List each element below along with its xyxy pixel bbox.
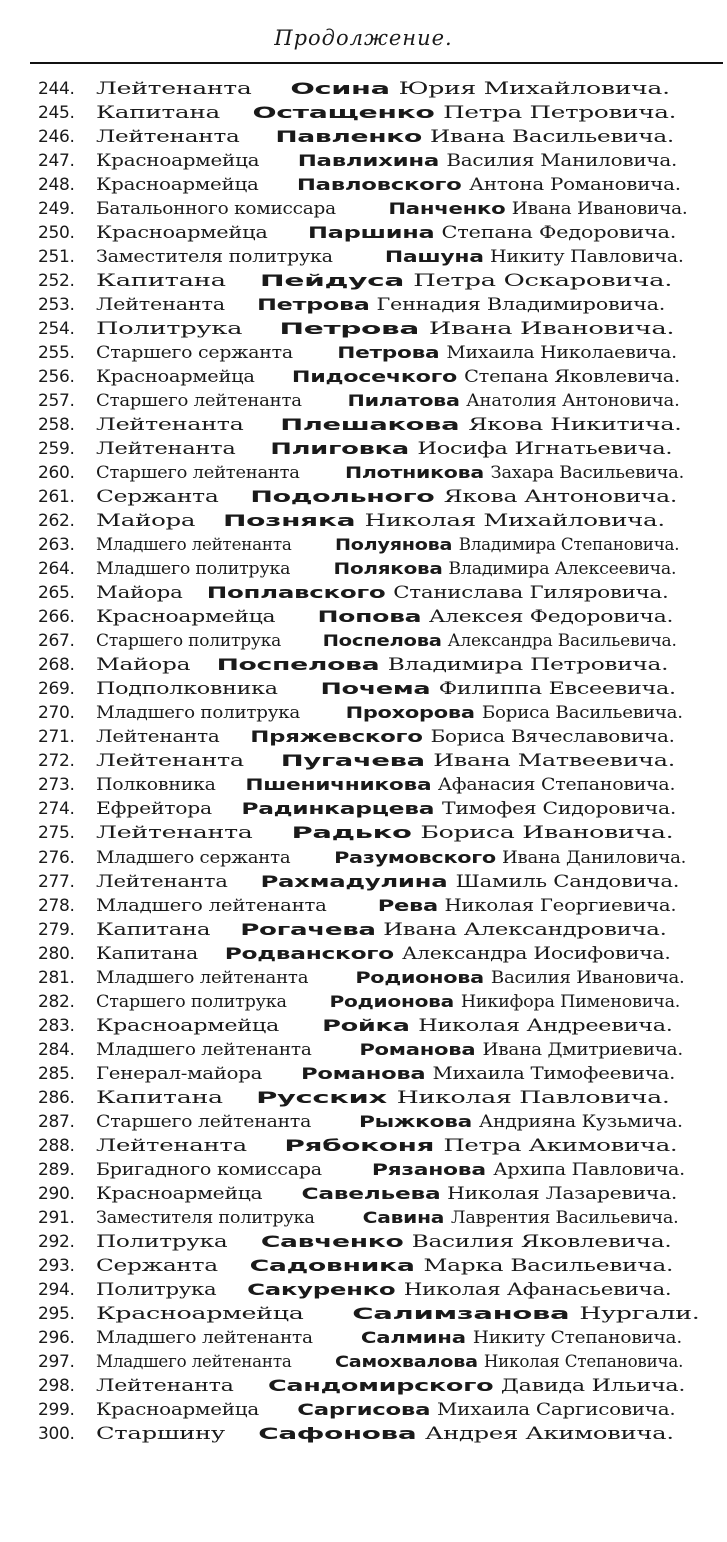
entry-surname: Пилатова (347, 391, 460, 411)
entry-given-names: Владимира Степановича. (458, 535, 680, 555)
entry-surname: Поспелова (216, 655, 380, 675)
entry-rank: Подполковника (96, 679, 278, 699)
entry-number: 298. (38, 1375, 75, 1396)
entry-rank: Младшего лейтенанта (96, 967, 309, 987)
awardee-list (38, 77, 727, 1446)
entry-given-names: Якова Никитича. (467, 415, 682, 435)
entry-given-names: Алексея Федоровича. (429, 607, 674, 627)
entry-rank: Старшину (96, 1423, 225, 1443)
entry-rank: Политрука (96, 319, 243, 339)
entry-number: 275. (38, 823, 75, 844)
list-item (38, 1086, 727, 1110)
entry-number: 294. (38, 1279, 75, 1300)
entry-number: 252. (38, 271, 75, 292)
entry-number: 280. (38, 943, 75, 964)
entry-surname: Пидосечкого (291, 367, 457, 387)
entry-given-names: Николая Лазаревича. (447, 1183, 678, 1203)
entry-rank: Лейтенанта (96, 439, 236, 459)
entry-surname: Пейдуса (259, 271, 405, 291)
list-item (38, 773, 727, 797)
list-item (38, 677, 727, 701)
entry-number: 272. (38, 751, 75, 772)
entry-given-names: Марка Васильевича. (423, 1255, 673, 1275)
entry-number: 286. (38, 1087, 75, 1108)
entry-rank: Капитана (96, 103, 220, 123)
list-item (38, 77, 727, 101)
entry-surname: Павловского (296, 175, 462, 195)
entry-surname: Садовника (249, 1255, 415, 1275)
entry-rank: Политрука (96, 1279, 217, 1299)
entry-surname: Поплавского (206, 583, 386, 603)
list-item (38, 317, 727, 341)
entry-surname: Сафонова (258, 1423, 417, 1443)
entry-number: 267. (38, 631, 75, 652)
list-item (38, 1134, 727, 1158)
entry-number: 260. (38, 463, 75, 484)
list-item (38, 966, 727, 990)
entry-given-names: Николая Афанасьевича. (403, 1279, 671, 1299)
entry-number: 251. (38, 247, 75, 268)
entry-rank: Лейтенанта (96, 1135, 247, 1155)
entry-given-names: Степана Яковлевича. (464, 367, 681, 387)
entry-rank: Лейтенанта (96, 79, 252, 98)
list-item (38, 1374, 727, 1398)
entry-given-names: Николая Степановича. (483, 1351, 684, 1371)
entry-rank: Майора (96, 583, 183, 603)
list-item (38, 1110, 727, 1134)
entry-number: 296. (38, 1327, 75, 1348)
list-item (38, 894, 727, 918)
entry-given-names: Анатолия Антоновича. (466, 391, 680, 411)
list-item (38, 173, 727, 197)
entry-surname: Салимзанова (352, 1303, 570, 1323)
page-title: Продолжение. (274, 26, 453, 50)
entry-surname: Салмина (360, 1327, 466, 1347)
entry-rank: Лейтенанта (96, 727, 220, 747)
entry-number: 264. (38, 559, 75, 580)
list-item (38, 197, 727, 221)
entry-surname: Петрова (256, 295, 370, 315)
list-item (38, 1398, 727, 1422)
entry-number: 293. (38, 1255, 75, 1276)
entry-surname: Рябоконя (284, 1135, 435, 1155)
entry-surname: Рыжкова (359, 1111, 472, 1131)
entry-rank: Красноармейца (96, 223, 268, 243)
list-item (38, 389, 727, 413)
entry-given-names: Тимофея Сидоровича. (441, 799, 676, 819)
entry-surname: Попова (317, 607, 422, 627)
entry-number: 254. (38, 319, 75, 340)
entry-given-names: Давида Ильича. (501, 1375, 686, 1395)
entry-given-names: Михаила Тимофеевича. (432, 1063, 676, 1083)
list-item (38, 221, 727, 245)
entry-given-names: Архипа Павловича. (492, 1159, 685, 1179)
entry-surname: Родванского (224, 943, 394, 963)
list-item (38, 1182, 727, 1206)
entry-rank: Младшего сержанта (96, 847, 291, 867)
entry-rank: Капитана (96, 919, 211, 939)
list-item (38, 942, 727, 966)
entry-number: 285. (38, 1063, 75, 1084)
entry-rank: Генерал-майора (96, 1063, 263, 1083)
entry-given-names: Ивана Александровича. (384, 919, 668, 939)
entry-given-names: Ивана Ивановича. (512, 199, 688, 219)
entry-number: 278. (38, 895, 75, 916)
entry-number: 269. (38, 679, 75, 700)
list-item (38, 1230, 727, 1254)
entry-given-names: Николая Михайловича. (364, 511, 665, 531)
entry-number: 274. (38, 799, 75, 820)
entry-given-names: Петра Оскаровича. (413, 271, 673, 291)
entry-number: 300. (38, 1423, 75, 1444)
list-item (38, 1326, 727, 1350)
list-item (38, 1206, 727, 1230)
entry-given-names: Василия Яковлевича. (411, 1231, 672, 1251)
entry-rank: Красноармейца (96, 1303, 304, 1323)
entry-given-names: Владимира Петровича. (387, 655, 669, 675)
list-item (38, 101, 727, 125)
entry-number: 259. (38, 439, 75, 460)
entry-number: 263. (38, 535, 75, 556)
list-item (38, 413, 727, 437)
list-item (38, 1038, 727, 1062)
entry-surname: Петрова (337, 343, 440, 363)
entry-surname: Панченко (388, 199, 506, 219)
entry-number: 265. (38, 583, 75, 604)
entry-number: 299. (38, 1399, 75, 1420)
list-item (38, 725, 727, 749)
entry-given-names: Афанасия Степановича. (438, 775, 676, 795)
entry-rank: Красноармейца (96, 175, 259, 195)
entry-surname: Плиговка (270, 439, 409, 459)
entry-rank: Старшего лейтенанта (96, 463, 300, 483)
list-item (38, 846, 727, 870)
entry-rank: Майора (96, 511, 196, 531)
entry-rank: Заместителя политрука (96, 247, 333, 267)
entry-surname: Сакуренко (247, 1279, 396, 1299)
entry-rank: Старшего политрука (96, 631, 282, 651)
entry-rank: Полковника (96, 775, 216, 795)
entry-given-names: Александра Иосифовича. (401, 943, 670, 963)
entry-given-names: Ивана Дмитриевича. (482, 1039, 683, 1059)
entry-rank: Ефрейтора (96, 799, 212, 819)
entry-given-names: Владимира Алексеевича. (448, 559, 677, 579)
entry-number: 256. (38, 367, 75, 388)
entry-number: 277. (38, 871, 75, 892)
entry-given-names: Никиту Степановича. (472, 1327, 682, 1347)
entry-rank: Красноармейца (96, 367, 255, 387)
entry-surname: Пашуна (384, 247, 484, 267)
list-item (38, 797, 727, 821)
entry-surname: Рязанова (371, 1159, 486, 1179)
entry-surname: Пшеничникова (245, 775, 432, 795)
entry-rank: Лейтенанта (96, 1375, 234, 1395)
entry-given-names: Петра Акимовича. (442, 1135, 677, 1155)
entry-number: 255. (38, 343, 75, 364)
entry-surname: Полякова (333, 559, 443, 579)
entry-given-names: Лаврентия Васильевича. (450, 1207, 679, 1227)
entry-number: 295. (38, 1303, 75, 1324)
entry-number: 297. (38, 1351, 75, 1372)
entry-surname: Рахмадулина (260, 871, 448, 891)
entry-given-names: Захара Васильевича. (490, 463, 684, 483)
entry-surname: Поспелова (322, 631, 442, 651)
entry-rank: Сержанта (96, 487, 219, 507)
entry-given-names: Ивана Васильевича. (430, 127, 675, 147)
entry-surname: Савина (362, 1207, 445, 1227)
entry-given-names: Якова Антоновича. (442, 487, 677, 507)
entry-surname: Осина (290, 79, 390, 98)
entry-number: 261. (38, 487, 75, 508)
entry-surname: Плотникова (345, 463, 484, 483)
list-item (38, 653, 727, 677)
entry-number: 262. (38, 511, 75, 532)
entry-surname: Остащенко (252, 103, 435, 123)
entry-given-names: Николая Андреевича. (417, 1015, 673, 1035)
entry-surname: Родионова (329, 991, 454, 1011)
list-item (38, 701, 727, 725)
entry-given-names: Бориса Вячеславовича. (429, 727, 674, 747)
entry-rank: Лейтенанта (96, 415, 244, 435)
entry-rank: Старшего лейтенанта (96, 1111, 312, 1131)
entry-rank: Младшего политрука (96, 559, 291, 579)
list-item (38, 918, 727, 942)
entry-surname: Савельева (301, 1183, 441, 1203)
list-item (38, 365, 727, 389)
entry-surname: Радько (291, 823, 412, 843)
entry-number: 279. (38, 919, 75, 940)
entry-surname: Самохвалова (334, 1351, 478, 1371)
entry-number: 253. (38, 295, 75, 316)
entry-rank: Красноармейца (96, 1015, 280, 1035)
entry-given-names: Юрия Михайловича. (398, 79, 671, 98)
entry-rank: Лейтенанта (96, 823, 253, 843)
entry-rank: Младшего лейтенанта (96, 535, 292, 555)
entry-surname: Сандомирского (268, 1375, 494, 1395)
entry-surname: Савченко (260, 1231, 404, 1251)
list-item (38, 461, 727, 485)
entry-number: 245. (38, 103, 75, 124)
entry-surname: Русских (256, 1087, 387, 1107)
entry-given-names: Василия Маниловича. (446, 151, 677, 171)
list-item (38, 485, 727, 509)
entry-rank: Младшего политрука (96, 703, 301, 723)
list-item (38, 533, 727, 557)
entry-surname: Саргисова (297, 1399, 431, 1419)
entry-number: 247. (38, 151, 75, 172)
list-item (38, 437, 727, 461)
entry-given-names: Ивана Даниловича. (502, 847, 687, 867)
entry-given-names: Михаила Саргисовича. (437, 1399, 676, 1419)
entry-number: 288. (38, 1135, 75, 1156)
entry-rank: Лейтенанта (96, 751, 244, 771)
list-item (38, 749, 727, 773)
entry-given-names: Ивана Ивановича. (428, 319, 674, 339)
entry-number: 266. (38, 607, 75, 628)
entry-given-names: Филиппа Евсеевича. (438, 679, 676, 699)
list-item (38, 1302, 727, 1326)
entry-surname: Пугачева (280, 751, 425, 771)
entry-given-names: Станислава Гиляровича. (393, 583, 669, 603)
entry-number: 284. (38, 1039, 75, 1060)
entry-given-names: Андрияна Кузьмича. (478, 1111, 683, 1131)
list-item (38, 821, 727, 845)
list-item (38, 870, 727, 894)
entry-number: 276. (38, 847, 75, 868)
entry-surname: Рогачева (240, 919, 376, 939)
entry-surname: Радинкарцева (241, 799, 435, 819)
entry-given-names: Петра Петровича. (443, 103, 677, 123)
entry-given-names: Степана Федоровича. (442, 223, 677, 243)
entry-surname: Петрова (279, 319, 419, 339)
entry-rank: Младшего лейтенанта (96, 1327, 313, 1347)
entry-number: 244. (38, 79, 75, 99)
entry-given-names: Андрея Акимовича. (425, 1423, 674, 1443)
entry-rank: Батальонного комиссара (96, 199, 336, 219)
entry-number: 291. (38, 1207, 75, 1228)
entry-surname: Почема (320, 679, 431, 699)
entry-surname: Павлихина (297, 151, 440, 171)
list-item (38, 1278, 727, 1302)
list-item (38, 1062, 727, 1086)
entry-given-names: Василия Ивановича. (490, 967, 685, 987)
list-item (38, 1014, 727, 1038)
entry-number: 273. (38, 775, 75, 796)
entry-given-names: Николая Георгиевича. (445, 895, 677, 915)
list-item (38, 557, 727, 581)
list-item (38, 149, 727, 173)
list-item (38, 341, 727, 365)
list-item (38, 1158, 727, 1182)
header-divider (30, 62, 723, 64)
entry-surname: Плешакова (280, 415, 460, 435)
entry-number: 287. (38, 1111, 75, 1132)
entry-rank: Политрука (96, 1231, 228, 1251)
entry-surname: Павленко (275, 127, 422, 147)
entry-number: 257. (38, 391, 75, 412)
entry-given-names: Ивана Матвеевича. (433, 751, 676, 771)
entry-rank: Старшего лейтенанта (96, 391, 302, 411)
entry-rank: Капитана (96, 271, 226, 291)
entry-given-names: Никиту Павловича. (490, 247, 685, 267)
list-item (38, 605, 727, 629)
entry-number: 290. (38, 1183, 75, 1204)
entry-surname: Полуянова (334, 535, 453, 555)
list-item (38, 990, 727, 1014)
entry-given-names: Александра Васильевича. (447, 631, 678, 651)
entry-number: 282. (38, 991, 75, 1012)
entry-surname: Позняка (223, 511, 356, 531)
entry-rank: Заместителя политрука (96, 1207, 315, 1227)
entry-surname: Прохорова (345, 703, 475, 723)
entry-given-names: Антона Романовича. (468, 175, 681, 195)
entry-given-names: Бориса Васильевича. (481, 703, 683, 723)
entry-given-names: Шамиль Сандовича. (455, 871, 679, 891)
entry-rank: Младшего лейтенанта (96, 895, 327, 915)
entry-number: 248. (38, 175, 75, 196)
entry-surname: Романова (359, 1039, 476, 1059)
entry-rank: Лейтенанта (96, 127, 240, 147)
list-item (38, 1422, 727, 1446)
entry-surname: Разумовского (334, 847, 496, 867)
entry-number: 292. (38, 1231, 75, 1252)
entry-given-names: Бориса Ивановича. (420, 823, 674, 843)
entry-number: 250. (38, 223, 75, 244)
entry-given-names: Николая Павловича. (395, 1087, 669, 1107)
list-item (38, 581, 727, 605)
entry-surname: Родионова (355, 967, 484, 987)
list-item (38, 125, 727, 149)
entry-rank: Красноармейца (96, 1399, 259, 1419)
entry-surname: Пряжевского (250, 727, 423, 747)
list-item (38, 1254, 727, 1278)
entry-rank: Красноармейца (96, 607, 276, 627)
list-item (38, 269, 727, 293)
entry-rank: Капитана (96, 1087, 223, 1107)
entry-number: 258. (38, 415, 75, 436)
entry-rank: Капитана (96, 943, 198, 963)
entry-number: 268. (38, 655, 75, 676)
entry-given-names: Никифора Пименовича. (460, 991, 680, 1011)
entry-rank: Красноармейца (96, 1183, 263, 1203)
entry-given-names: Михаила Николаевича. (446, 343, 677, 363)
entry-rank: Старшего политрука (96, 991, 287, 1011)
entry-rank: Младшего лейтенанта (96, 1039, 312, 1059)
entry-given-names: Геннадия Владимировича. (377, 295, 666, 315)
entry-surname: Ройка (322, 1015, 410, 1035)
entry-surname: Паршина (307, 223, 435, 243)
entry-number: 283. (38, 1015, 75, 1036)
entry-number: 270. (38, 703, 75, 724)
entry-rank: Сержанта (96, 1255, 218, 1275)
entry-rank: Младшего лейтенанта (96, 1351, 292, 1371)
entry-rank: Майора (96, 655, 191, 675)
list-item (38, 509, 727, 533)
list-item (38, 1350, 727, 1374)
list-item (38, 629, 727, 653)
entry-number: 289. (38, 1159, 75, 1180)
entry-number: 246. (38, 127, 75, 148)
entry-rank: Красноармейца (96, 151, 260, 171)
entry-number: 249. (38, 199, 75, 220)
entry-given-names: Иосифа Игнатьевича. (417, 439, 673, 459)
list-item (38, 293, 727, 317)
entry-surname: Рева (377, 895, 438, 915)
entry-rank: Бригадного комиссара (96, 1159, 322, 1179)
entry-number: 271. (38, 727, 75, 748)
entry-rank: Старшего сержанта (96, 343, 293, 363)
entry-rank: Лейтенанта (96, 871, 228, 891)
entry-surname: Романова (301, 1063, 426, 1083)
entry-surname: Подольного (250, 487, 435, 507)
entry-given-names: Нургали. (578, 1303, 699, 1323)
list-item (38, 245, 727, 269)
entry-number: 281. (38, 967, 75, 988)
entry-rank: Лейтенанта (96, 295, 225, 315)
